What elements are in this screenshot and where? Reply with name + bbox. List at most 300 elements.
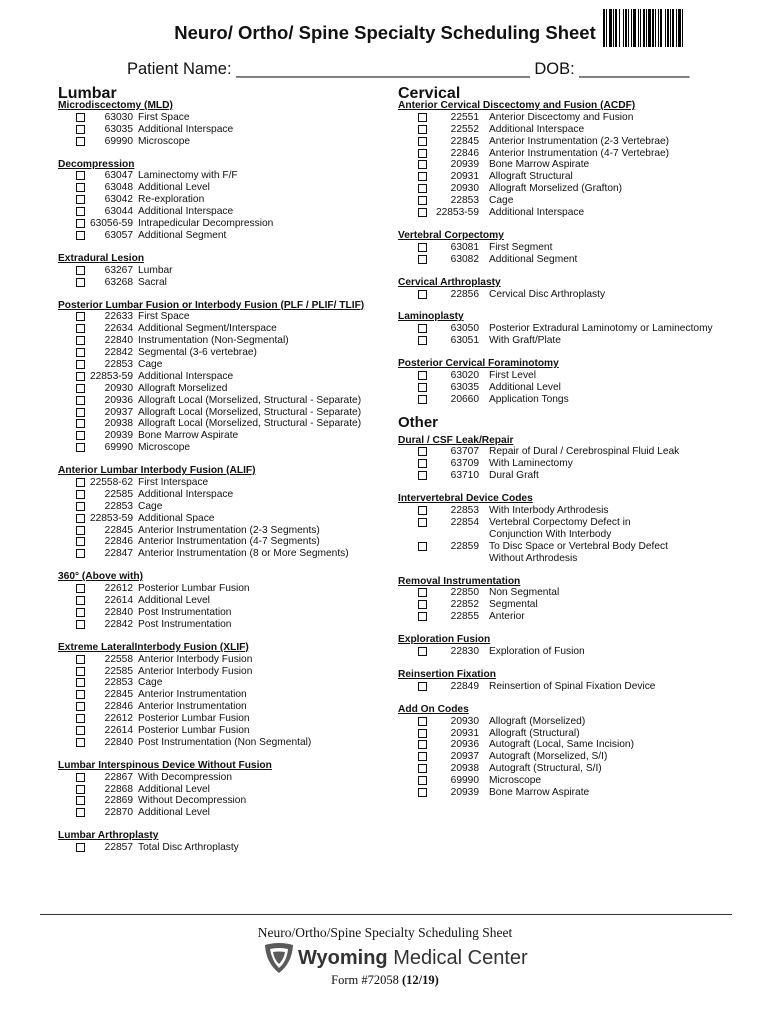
procedure-row (58, 689, 388, 701)
procedure-checkbox[interactable] (76, 785, 85, 794)
procedure-row (58, 525, 388, 537)
procedure-row (398, 599, 728, 611)
cpt-code: 22856 (450, 288, 479, 300)
procedure-description: Total Disc Arthroplasty (138, 842, 239, 854)
procedure-checkbox[interactable] (76, 667, 85, 676)
procedure-checkbox[interactable] (418, 788, 427, 797)
procedure-description: Laminectomy with F/F (138, 170, 238, 182)
section-title: Extreme LateralInterbody Fusion (XLIF) (58, 641, 249, 653)
cpt-code: 22842 (104, 347, 133, 359)
procedure-row (398, 335, 728, 347)
cpt-code: 63035 (450, 381, 479, 393)
procedure-section (398, 435, 728, 483)
procedure-checkbox[interactable] (76, 137, 85, 146)
procedure-checkbox[interactable] (76, 408, 85, 417)
procedure-row (58, 265, 388, 277)
cpt-code: 20660 (450, 393, 479, 405)
cpt-code: 22846 (104, 701, 133, 713)
cpt-code: 63056-59 (89, 218, 133, 230)
procedure-row (398, 505, 728, 517)
procedure-row (398, 289, 728, 301)
cpt-code: 20931 (450, 727, 479, 739)
section-title: Vertebral Corpectomy (398, 229, 504, 241)
logo-word-primary: Wyoming (298, 946, 388, 969)
procedure-section (58, 159, 388, 242)
procedure-description: With Graft/Plate (489, 335, 561, 347)
procedure-row (58, 194, 388, 206)
procedure-checkbox[interactable] (76, 502, 85, 511)
section-title: Lumbar Arthroplasty (58, 830, 159, 842)
procedure-description: Anterior Instrumentation (138, 689, 247, 701)
cpt-code: 63057 (104, 229, 133, 241)
procedure-section (398, 634, 728, 658)
procedure-description: Autograft (Structural, S/I) (489, 763, 602, 775)
procedure-row (58, 277, 388, 289)
procedure-checkbox[interactable] (418, 371, 427, 380)
procedure-checkbox[interactable] (76, 384, 85, 393)
cpt-code: 63081 (450, 241, 479, 253)
procedure-row (398, 787, 728, 799)
procedure-checkbox[interactable] (418, 113, 427, 122)
cpt-code: 22855 (450, 611, 479, 623)
procedure-checkbox[interactable] (418, 776, 427, 785)
procedure-description: Allograft Structural (489, 171, 573, 183)
procedure-description: Posterior Extradural Laminotomy or Laminectomy (489, 323, 713, 335)
procedure-checkbox[interactable] (76, 125, 85, 134)
form-number-text: Form #72058 (331, 973, 399, 987)
section-title: Posterior Lumbar Fusion or Interbody Fusion (PLF / PLIF/ TLIF) (58, 299, 365, 311)
procedure-checkbox[interactable] (418, 729, 427, 738)
procedure-row (398, 159, 728, 171)
procedure-checkbox[interactable] (76, 478, 85, 487)
procedure-description: Post Instrumentation (Non Segmental) (138, 736, 312, 748)
form-date: (12/19) (402, 973, 439, 987)
procedure-row (58, 359, 388, 371)
procedure-row (58, 548, 388, 560)
procedure-description: To Disc Space or Vertebral Body Defect Without Arthrodesis (489, 540, 668, 564)
procedure-description: Dural Graft (489, 470, 539, 482)
cpt-code: 22845 (450, 135, 479, 147)
procedure-checkbox[interactable] (76, 431, 85, 440)
section-title: Anterior Lumbar Interbody Fusion (ALIF) (58, 465, 256, 477)
procedure-description: Anterior Instrumentation (2-3 Vertebrae) (489, 135, 670, 147)
procedure-checkbox[interactable] (76, 324, 85, 333)
procedure-checkbox[interactable] (76, 690, 85, 699)
procedure-row (58, 442, 388, 454)
procedure-checkbox[interactable] (76, 219, 85, 228)
procedure-row (58, 666, 388, 678)
procedure-checkbox[interactable] (418, 125, 427, 134)
procedure-row (398, 254, 728, 266)
procedure-description: Anterior Instrumentation (138, 701, 247, 713)
procedure-description: Additional Level (138, 595, 210, 607)
procedure-section (398, 576, 728, 624)
procedure-description: Repair of Dural / Cerebrospinal Fluid Leak (489, 446, 680, 458)
procedure-description: Allograft (Structural) (489, 727, 580, 739)
procedure-checkbox[interactable] (418, 459, 427, 468)
procedure-checkbox[interactable] (76, 183, 85, 192)
procedure-checkbox[interactable] (76, 714, 85, 723)
procedure-checkbox[interactable] (418, 447, 427, 456)
cpt-code: 22558-62 (89, 477, 133, 489)
procedure-description: Allograft Local (Morselized, Structural - Separate) (138, 418, 362, 430)
section-title: Posterior Cervical Foraminotomy (398, 358, 559, 370)
procedure-checkbox[interactable] (76, 113, 85, 122)
procedure-section (398, 358, 728, 406)
cpt-code: 63051 (450, 335, 479, 347)
procedure-description: Autograft (Morselized, S/I) (489, 751, 608, 763)
procedure-checkbox[interactable] (418, 290, 427, 299)
procedure-description: Autograft (Local, Same Incision) (489, 739, 634, 751)
procedure-row (58, 489, 388, 501)
procedure-row (398, 207, 728, 219)
section-title: Extradural Lesion (58, 252, 145, 264)
procedure-checkbox[interactable] (418, 208, 427, 217)
procedure-checkbox[interactable] (76, 419, 85, 428)
procedure-checkbox[interactable] (76, 360, 85, 369)
procedure-row (58, 677, 388, 689)
procedure-section (58, 100, 388, 148)
procedure-description: Additional Segment (138, 229, 227, 241)
procedure-description: Additional Level (138, 807, 210, 819)
cpt-code: 20931 (450, 171, 479, 183)
procedure-row (398, 136, 728, 148)
procedure-row (58, 701, 388, 713)
procedure-section (58, 642, 388, 749)
procedure-description: Cervical Disc Arthroplasty (489, 288, 606, 300)
procedure-row (398, 646, 728, 658)
procedure-checkbox[interactable] (76, 396, 85, 405)
procedure-description: Microscope (489, 775, 542, 787)
cpt-code: 20939 (104, 430, 133, 442)
cpt-code: 22852 (450, 599, 479, 611)
section-title: Cervical Arthroplasty (398, 276, 501, 288)
procedure-description: Cage (489, 195, 514, 207)
procedure-checkbox[interactable] (418, 600, 427, 609)
procedure-description: Allograft (Morselized) (489, 715, 586, 727)
procedure-description: Additional Interspace (138, 488, 234, 500)
shield-logo-icon (262, 941, 296, 975)
procedure-row (58, 311, 388, 323)
procedure-description: Sacral (138, 276, 167, 288)
section-title: Removal Instrumentation (398, 575, 521, 587)
procedure-checkbox[interactable] (76, 678, 85, 687)
patient-info-line: Patient Name: ________________________________ DOB: ____________ (127, 60, 690, 78)
form-number (0, 973, 770, 988)
procedure-description: Allograft Morselized (Grafton) (489, 183, 623, 195)
section-title: Decompression (58, 158, 135, 170)
procedure-row (398, 470, 728, 482)
section-title: Laminoplasty (398, 311, 464, 323)
procedure-row (58, 795, 388, 807)
procedure-checkbox[interactable] (76, 702, 85, 711)
cpt-code: 20930 (104, 382, 133, 394)
procedure-description: Additional Segment/Interspace (138, 323, 277, 335)
procedure-checkbox[interactable] (76, 843, 85, 852)
procedure-description: Application Tongs (489, 393, 569, 405)
procedure-checkbox[interactable] (418, 336, 427, 345)
procedure-row (58, 170, 388, 182)
procedure-row (398, 394, 728, 406)
procedure-description: Bone Marrow Aspirate (489, 159, 590, 171)
procedure-row (58, 323, 388, 335)
section-title: Anterior Cervical Discectomy and Fusion (ACDF) (398, 100, 636, 111)
procedure-checkbox[interactable] (76, 796, 85, 805)
procedure-description: First Segment (489, 241, 553, 253)
procedure-description: Segmental (489, 599, 538, 611)
procedure-checkbox[interactable] (76, 171, 85, 180)
procedure-section (398, 277, 728, 301)
cpt-code: 22853-59 (89, 370, 133, 382)
cpt-code: 22869 (104, 795, 133, 807)
cpt-code: 22853-59 (435, 207, 479, 219)
procedure-row (58, 583, 388, 595)
section-title: Exploration Fusion (398, 634, 491, 646)
cpt-code: 22633 (104, 311, 133, 323)
cpt-code: 63082 (450, 253, 479, 265)
cpt-code: 22845 (104, 689, 133, 701)
section-title: Reinsertion Fixation (398, 668, 496, 680)
procedure-checkbox[interactable] (418, 471, 427, 480)
procedure-description: Additional Level (489, 381, 561, 393)
procedure-checkbox[interactable] (418, 255, 427, 264)
procedure-checkbox[interactable] (76, 312, 85, 321)
logo-word-secondary: Medical Center (393, 946, 528, 969)
procedure-row (398, 739, 728, 751)
cpt-code: 22634 (104, 323, 133, 335)
procedure-checkbox[interactable] (418, 395, 427, 404)
cpt-code: 63044 (104, 206, 133, 218)
procedure-checkbox[interactable] (418, 588, 427, 597)
procedure-description: Lumbar (138, 264, 173, 276)
procedure-checkbox[interactable] (418, 149, 427, 158)
cpt-code: 20939 (450, 787, 479, 798)
cpt-code: 63709 (450, 458, 479, 470)
procedure-checkbox[interactable] (76, 526, 85, 535)
procedure-checkbox[interactable] (76, 655, 85, 664)
cpt-code: 20938 (450, 763, 479, 775)
procedure-checkbox[interactable] (76, 207, 85, 216)
procedure-checkbox[interactable] (418, 542, 427, 551)
procedure-row (398, 587, 728, 599)
procedure-description: Additional Interspace (138, 370, 234, 382)
procedure-checkbox[interactable] (418, 752, 427, 761)
procedure-description: Anterior Instrumentation (4-7 Vertebrae) (489, 147, 670, 159)
procedure-section (398, 669, 728, 693)
cpt-code: 22847 (104, 548, 133, 560)
procedure-description: Vertebral Corpectomy Defect in Conjunction With Interbody (489, 516, 631, 540)
procedure-checkbox[interactable] (418, 506, 427, 515)
procedure-checkbox[interactable] (418, 612, 427, 621)
procedure-checkbox[interactable] (76, 278, 85, 287)
cpt-code: 69990 (104, 442, 133, 454)
logo-text (298, 947, 528, 970)
cpt-code: 22830 (450, 646, 479, 658)
cpt-code: 63030 (104, 111, 133, 123)
procedure-section (58, 760, 388, 819)
procedure-checkbox[interactable] (418, 160, 427, 169)
procedure-description: First Level (489, 370, 536, 381)
procedure-row (58, 418, 388, 430)
procedure-row (398, 763, 728, 775)
procedure-row (398, 382, 728, 394)
procedure-checkbox[interactable] (418, 764, 427, 773)
procedure-row (58, 513, 388, 525)
procedure-description: Bone Marrow Aspirate (138, 430, 239, 442)
cpt-code: 22853 (104, 500, 133, 512)
cpt-code: 20930 (450, 715, 479, 727)
procedure-row (58, 124, 388, 136)
footer-divider (40, 914, 732, 915)
cpt-code: 63035 (104, 123, 133, 135)
procedure-description: Allograft Local (Morselized, Structural - Separate) (138, 394, 362, 406)
lumbar-column (58, 100, 388, 865)
procedure-checkbox[interactable] (76, 738, 85, 747)
procedure-row (398, 541, 728, 565)
cpt-code: 22857 (104, 842, 133, 854)
cpt-code: 22585 (104, 665, 133, 677)
cervical-other-column (398, 100, 728, 810)
procedure-description: Additional Level (138, 182, 210, 194)
procedure-row (398, 681, 728, 693)
cpt-code: 22552 (450, 123, 479, 135)
procedure-row (58, 536, 388, 548)
procedure-description: Exploration of Fusion (489, 646, 585, 658)
procedure-checkbox[interactable] (76, 348, 85, 357)
procedure-row (58, 430, 388, 442)
procedure-checkbox[interactable] (418, 383, 427, 392)
cpt-code: 22585 (104, 488, 133, 500)
procedure-description: Microscope (138, 442, 191, 454)
procedure-checkbox[interactable] (76, 372, 85, 381)
procedure-checkbox[interactable] (418, 137, 427, 146)
procedure-row (58, 371, 388, 383)
cpt-code: 20937 (450, 751, 479, 763)
procedure-checkbox[interactable] (418, 184, 427, 193)
procedure-section (58, 253, 388, 289)
procedure-description: Posterior Lumbar Fusion (138, 724, 250, 736)
procedure-description: Anterior Instrumentation (2-3 Segments) (138, 524, 320, 536)
procedure-description: Reinsertion of Spinal Fixation Device (489, 680, 656, 692)
cpt-code: 22854 (450, 516, 479, 528)
procedure-description: Allograft Local (Morselized, Structural - Separate) (138, 406, 362, 418)
procedure-section (398, 704, 728, 799)
cpt-code: 22558 (104, 653, 133, 665)
procedure-description: Additional Space (138, 512, 215, 524)
section-title: Lumbar Interspinous Device Without Fusion (58, 759, 272, 771)
cpt-code: 22614 (104, 595, 133, 607)
procedure-row (398, 517, 728, 541)
cpt-code: 69990 (104, 135, 133, 147)
procedure-checkbox[interactable] (418, 740, 427, 749)
cpt-code: 69990 (450, 775, 479, 787)
procedure-checkbox[interactable] (76, 336, 85, 345)
cpt-code: 22870 (104, 807, 133, 819)
procedure-row (58, 395, 388, 407)
procedure-checkbox[interactable] (418, 682, 427, 691)
procedure-row (58, 407, 388, 419)
procedure-checkbox[interactable] (76, 773, 85, 782)
procedure-checkbox[interactable] (76, 808, 85, 817)
cpt-code: 63267 (104, 264, 133, 276)
procedure-row (58, 654, 388, 666)
procedure-description: Additional Level (138, 783, 210, 795)
procedure-checkbox[interactable] (418, 324, 427, 333)
procedure-checkbox[interactable] (418, 518, 427, 527)
procedure-row (58, 335, 388, 347)
procedure-row (58, 713, 388, 725)
cpt-code: 20937 (104, 406, 133, 418)
procedure-description: Post Instrumentation (138, 606, 232, 618)
procedure-row (398, 716, 728, 728)
page-title: Neuro/ Ortho/ Spine Specialty Scheduling Sheet (174, 22, 596, 43)
procedure-row (398, 458, 728, 470)
procedure-section (398, 311, 728, 347)
procedure-description: Anterior Interbody Fusion (138, 653, 253, 665)
cpt-code: 22840 (104, 335, 133, 347)
procedure-checkbox[interactable] (418, 647, 427, 656)
procedure-checkbox[interactable] (76, 608, 85, 617)
procedure-checkbox[interactable] (76, 620, 85, 629)
procedure-row (398, 751, 728, 763)
cpt-code: 22846 (450, 147, 479, 159)
procedure-checkbox[interactable] (76, 726, 85, 735)
cpt-code: 20936 (104, 394, 133, 406)
procedure-section (58, 465, 388, 560)
procedure-checkbox[interactable] (76, 537, 85, 546)
cpt-code: 20938 (104, 418, 133, 430)
procedure-checkbox[interactable] (76, 490, 85, 499)
cpt-code: 22853 (104, 677, 133, 689)
procedure-checkbox[interactable] (76, 195, 85, 204)
procedure-checkbox[interactable] (76, 231, 85, 240)
cpt-code: 20930 (450, 183, 479, 195)
procedure-checkbox[interactable] (418, 717, 427, 726)
procedure-description: Microscope (138, 135, 191, 147)
cpt-code: 22840 (104, 606, 133, 618)
cervical-header: Cervical (398, 85, 461, 102)
procedure-row (58, 206, 388, 218)
procedure-row (58, 218, 388, 230)
footer-title: Neuro/Ortho/Spine Specialty Scheduling Sheet (257, 925, 513, 940)
procedure-description: Additional Interspace (489, 123, 585, 135)
procedure-checkbox[interactable] (418, 172, 427, 181)
procedure-row (398, 611, 728, 623)
cpt-code: 22853 (450, 505, 479, 517)
procedure-row (58, 347, 388, 359)
procedure-description: Anterior Interbody Fusion (138, 665, 253, 677)
procedure-section (58, 571, 388, 630)
procedure-description: Posterior Lumbar Fusion (138, 713, 250, 725)
procedure-checkbox[interactable] (418, 243, 427, 252)
procedure-checkbox[interactable] (76, 596, 85, 605)
procedure-description: Additional Interspace (138, 206, 234, 218)
procedure-description: Instrumentation (Non-Segmental) (138, 335, 289, 347)
procedure-checkbox[interactable] (418, 196, 427, 205)
procedure-checkbox[interactable] (76, 266, 85, 275)
procedure-description: Posterior Lumbar Fusion (138, 583, 250, 595)
section-title: Intervertebral Device Codes (398, 493, 533, 505)
procedure-row (58, 607, 388, 619)
procedure-checkbox[interactable] (76, 443, 85, 452)
cpt-code: 22845 (104, 524, 133, 536)
procedure-description: Re-exploration (138, 194, 205, 206)
procedure-checkbox[interactable] (76, 549, 85, 558)
procedure-checkbox[interactable] (76, 584, 85, 593)
procedure-checkbox[interactable] (76, 514, 85, 523)
procedure-description: Cage (138, 677, 163, 689)
procedure-row (58, 772, 388, 784)
